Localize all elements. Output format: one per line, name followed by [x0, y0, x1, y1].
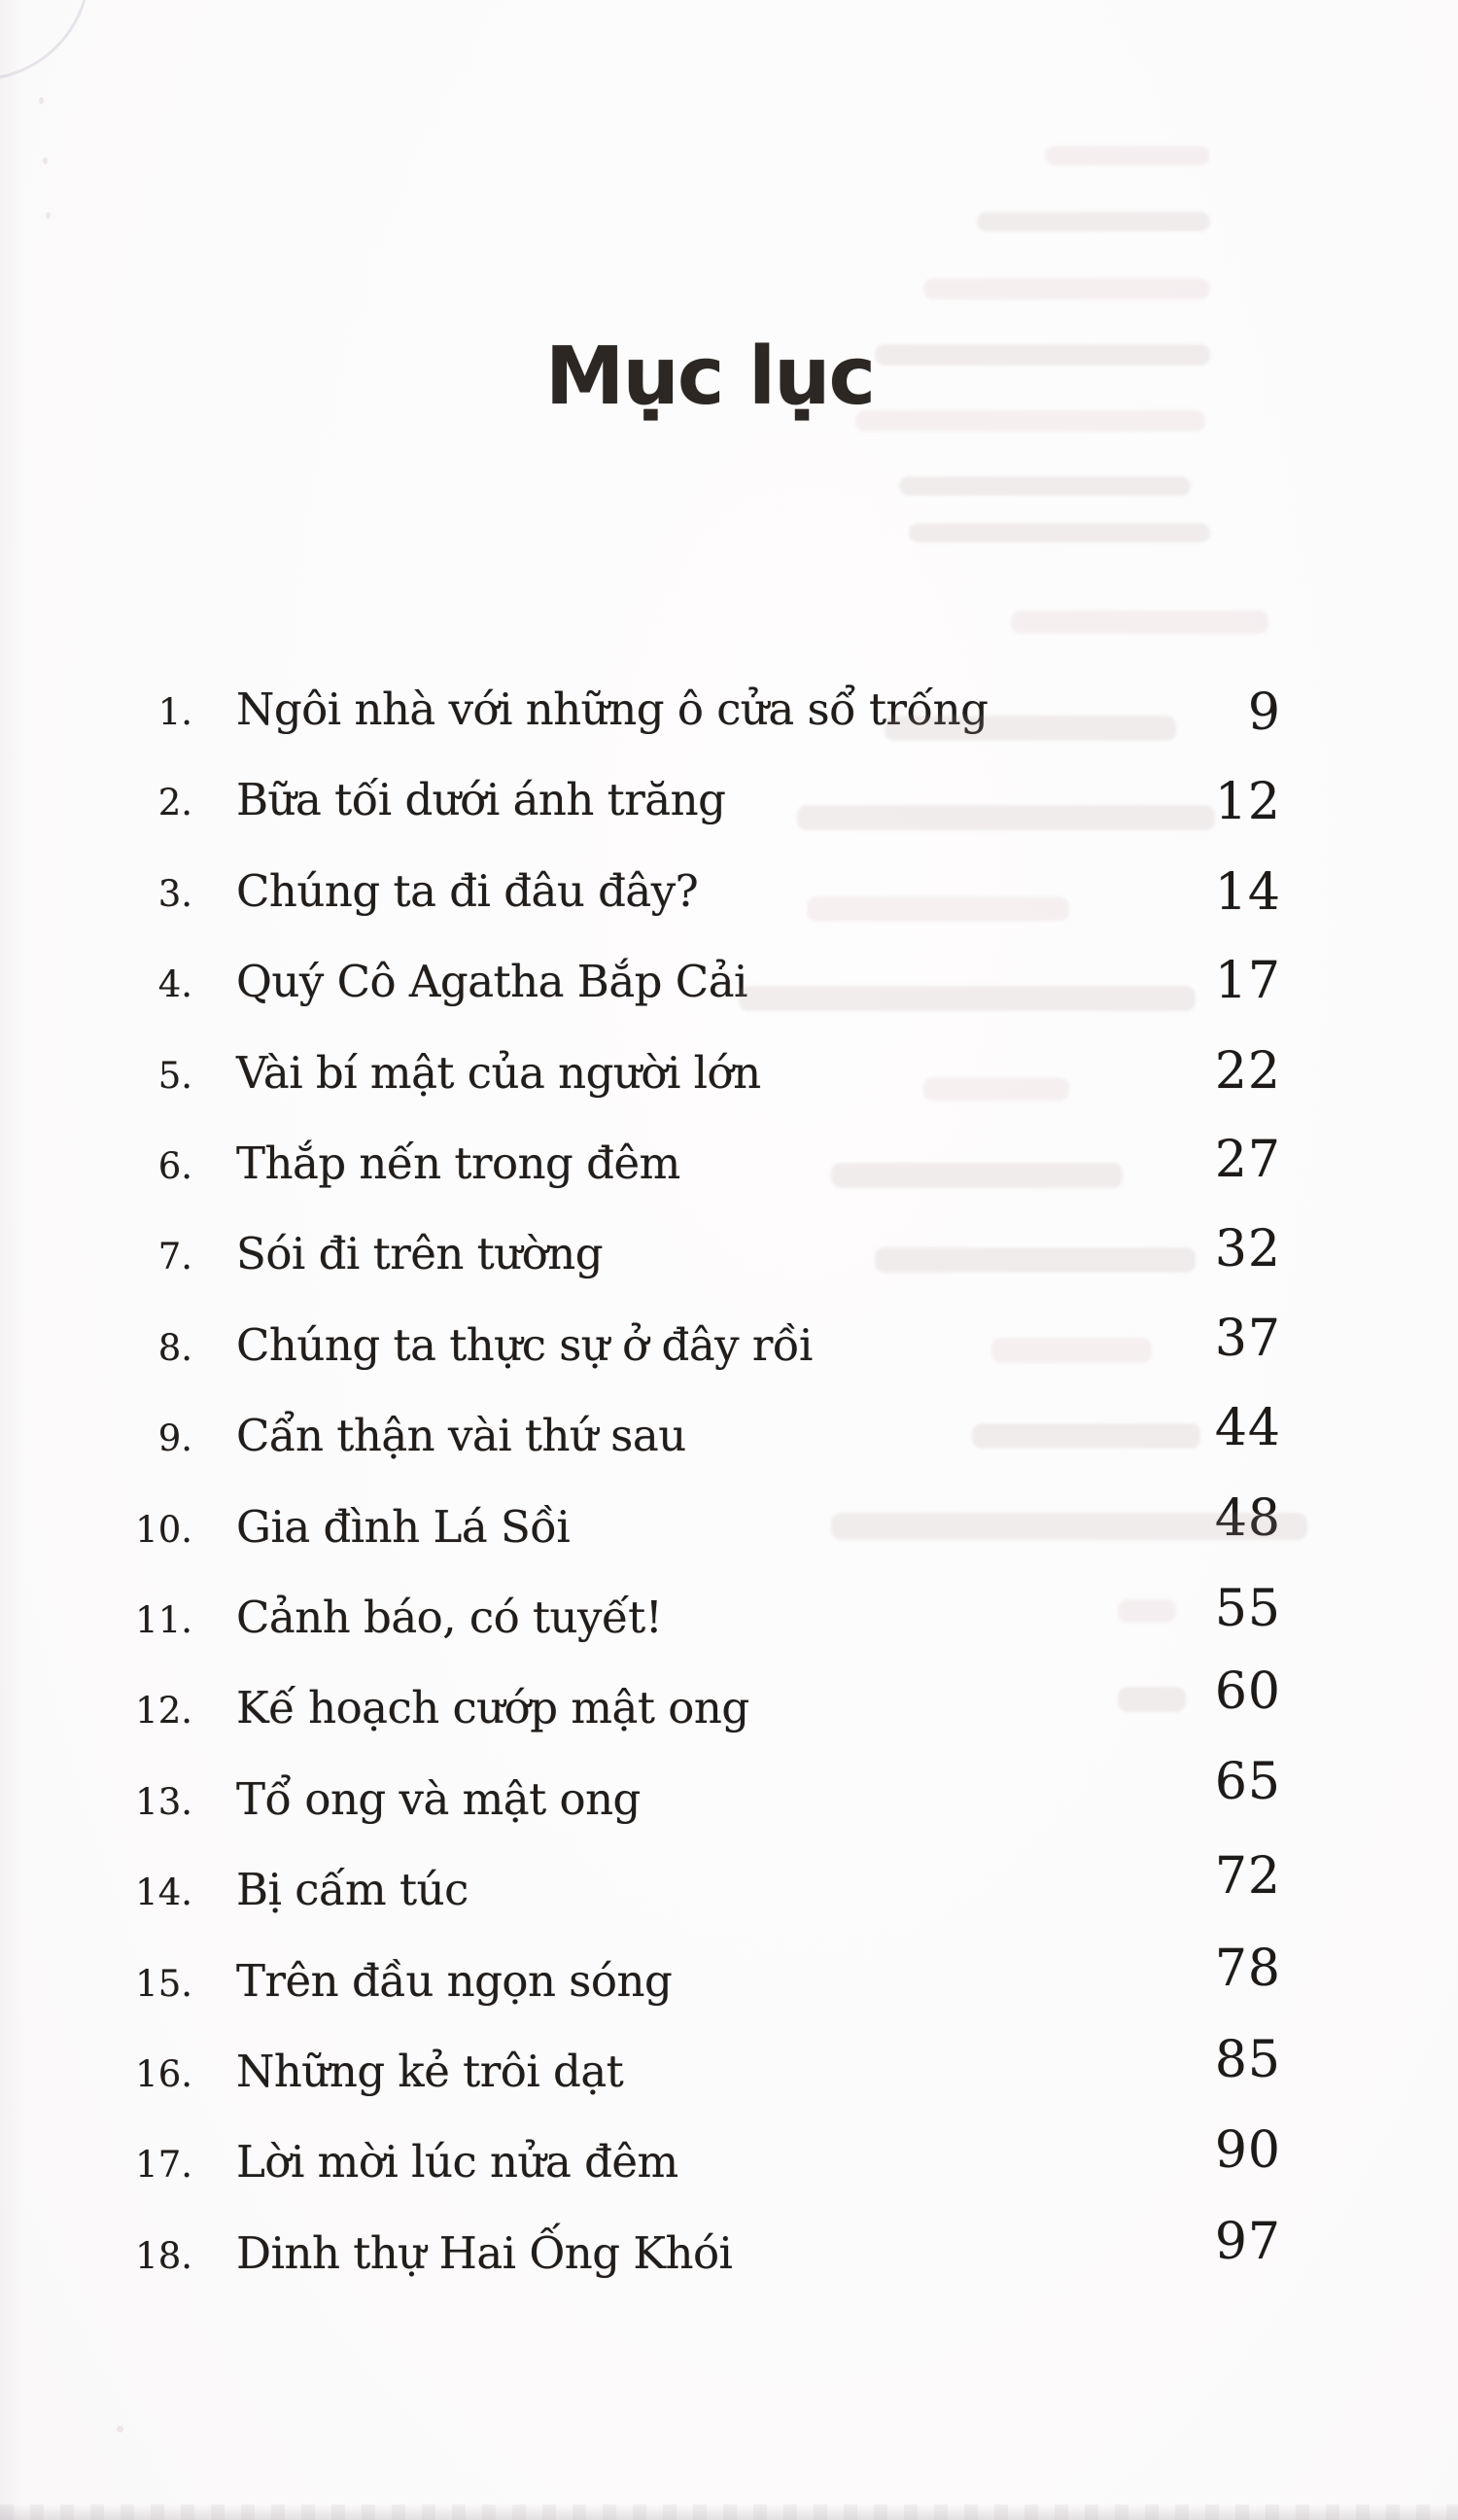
toc-entry-title: Sói đi trên tường [236, 1228, 604, 1280]
toc-entry [134, 1580, 1281, 1651]
toc-entry-page-number: 48 [1214, 1488, 1281, 1548]
toc-entry [134, 952, 1281, 1015]
toc-entry-title: Chúng ta đi đâu đây? [236, 864, 699, 917]
toc-entry-number: 8. [157, 1326, 192, 1369]
toc-entry-number: 4. [157, 963, 192, 1006]
toc-entry [134, 2121, 1281, 2195]
toc-entry-title: Cảnh báo, có tuyết! [236, 1592, 663, 1643]
toc-entry-page-number: 17 [1214, 952, 1281, 1011]
scan-bottom-edge [0, 2504, 1458, 2520]
toc-entry-title: Kế hoạch cướp mật ong [236, 1682, 749, 1734]
toc-entry-number: 16. [135, 2053, 192, 2095]
bleed-text-artifact [899, 476, 1191, 496]
toc-entry-number: 18. [135, 2234, 192, 2277]
toc-entry [134, 1662, 1281, 1741]
toc-entry [134, 773, 1281, 833]
toc-entry-title: Chúng ta thực sự ở đây rồi [236, 1318, 813, 1371]
toc-entry-number: 10. [135, 1508, 192, 1551]
toc-entry-number: 3. [157, 872, 192, 915]
toc-entry-number: 17. [135, 2144, 192, 2187]
toc-entry-page-number: 44 [1214, 1399, 1281, 1458]
toc-entry-title: Lời mời lúc nửa đêm [236, 2136, 678, 2188]
toc-entry-number: 7. [157, 1236, 192, 1278]
toc-entry-title: Những kẻ trôi dạt [236, 2046, 624, 2097]
toc-entry-title: Thắp nến trong đêm [236, 1138, 680, 1189]
toc-entry-page-number: 32 [1214, 1220, 1281, 1279]
toc-entry [134, 864, 1281, 925]
toc-entry [134, 1041, 1281, 1106]
toc-entry-page-number: 27 [1214, 1131, 1281, 1189]
toc-entry [134, 1847, 1281, 1923]
toc-entry-page-number: 78 [1214, 1939, 1281, 1998]
toc-entry [134, 1399, 1281, 1469]
toc-entry-page-number: 55 [1214, 1580, 1281, 1638]
toc-entry-page-number: 37 [1214, 1309, 1281, 1368]
toc-entry [134, 1309, 1281, 1379]
toc-entry [134, 1488, 1281, 1560]
toc-entry-number: 9. [157, 1418, 192, 1460]
toc-entry-number: 14. [135, 1872, 192, 1914]
toc-entry-page-number: 22 [1214, 1041, 1281, 1101]
toc-entry-number: 11. [135, 1599, 192, 1641]
toc-entry-page-number: 14 [1214, 862, 1281, 922]
toc-entry-number: 12. [135, 1690, 192, 1732]
page-title: Mục lục [544, 331, 875, 423]
toc-entry-title: Tổ ong và mật ong [236, 1772, 641, 1825]
toc-entry-title: Vài bí mật của người lớn [236, 1046, 761, 1099]
toc-entry-title: Dinh thự Hai Ống Khói [236, 2226, 733, 2279]
toc-entry-title: Bị cấm túc [236, 1864, 469, 1916]
toc-entry-title: Cẩn thận vài thứ sau [236, 1410, 686, 1462]
toc-entry-title: Gia đình Lá Sồi [236, 1500, 571, 1553]
toc-entry-number: 6. [157, 1145, 192, 1187]
toc-entry-number: 2. [157, 782, 192, 824]
toc-entry [134, 1939, 1281, 2014]
toc-entry-number: 5. [157, 1054, 192, 1097]
toc-entry-title: Bữa tối dưới ánh trăng [236, 774, 726, 826]
toc-entry [134, 682, 1281, 743]
scan-corner-artifact [0, 0, 90, 81]
toc-entry-number: 15. [135, 1962, 192, 2005]
toc-entry-page-number: 9 [1247, 683, 1281, 742]
bleed-text-artifact [909, 523, 1210, 542]
toc-entry-page-number: 97 [1214, 2212, 1281, 2271]
toc-entry [134, 2031, 1281, 2105]
toc-entry [134, 1131, 1281, 1197]
toc-entry-page-number: 85 [1214, 2031, 1281, 2089]
toc-entry-page-number: 72 [1214, 1847, 1281, 1907]
toc-entry-page-number: 65 [1214, 1752, 1281, 1811]
bleed-text-artifact [977, 212, 1210, 231]
toc-entry-title: Trên đầu ngọn sóng [236, 1954, 673, 2007]
bleed-text-artifact [1045, 146, 1210, 165]
toc-entry-number: 1. [157, 691, 192, 733]
toc-entry-title: Quý Cô Agatha Bắp Cải [236, 956, 747, 1008]
toc-entry-page-number: 60 [1214, 1662, 1281, 1722]
toc-entry [134, 2212, 1281, 2287]
toc-entry [134, 1752, 1281, 1833]
bleed-text-artifact [1011, 611, 1268, 634]
toc-entry-page-number: 12 [1214, 773, 1281, 832]
toc-entry-number: 13. [135, 1780, 192, 1823]
toc-entry-title: Ngôi nhà với những ô cửa sổ trống [236, 683, 989, 735]
bleed-text-artifact [923, 278, 1210, 299]
toc-entry [134, 1220, 1281, 1287]
toc-entry-page-number: 90 [1214, 2121, 1281, 2181]
